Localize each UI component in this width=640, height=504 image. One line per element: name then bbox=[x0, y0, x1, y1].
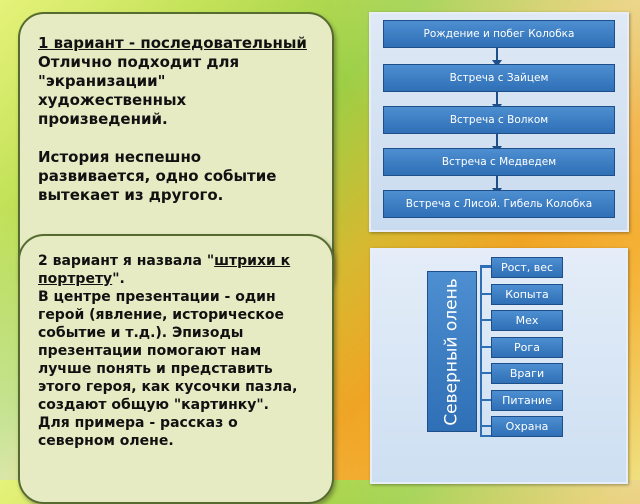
diagram-item-antlers: Рога bbox=[491, 337, 563, 358]
panel1-spacer bbox=[38, 129, 318, 148]
diagram-center-box bbox=[427, 271, 477, 432]
panel2-intro-suffix: ". bbox=[112, 271, 125, 287]
flow-arrow-1 bbox=[496, 47, 498, 61]
diagram-center-label: Северный олень bbox=[441, 277, 462, 426]
flow-arrow-2 bbox=[496, 91, 498, 105]
flow-step-4: Встреча с Медведем bbox=[383, 148, 615, 176]
diagram-item-food: Питание bbox=[491, 390, 563, 411]
flow-arrow-3 bbox=[496, 133, 498, 147]
diagram-item-enemies: Враги bbox=[491, 363, 563, 384]
panel1-heading: 1 вариант - последовательный bbox=[38, 34, 307, 52]
diagram-item-protection: Охрана bbox=[491, 416, 563, 437]
panel2-intro bbox=[38, 252, 318, 288]
diagram-tick bbox=[482, 425, 491, 427]
flow-step-5: Встреча с Лисой. Гибель Колобка bbox=[383, 190, 615, 218]
panel2-intro-prefix: 2 вариант я назвала " bbox=[38, 253, 215, 269]
flow-step-2: Встреча с Зайцем bbox=[383, 64, 615, 92]
diagram-tick bbox=[482, 399, 491, 401]
panel1-description: Отлично подходит для "экранизации" художественных произведений. bbox=[38, 53, 240, 128]
diagram-item-hooves: Копыта bbox=[491, 284, 563, 305]
panel2-body: В центре презентации - один герой (явление, историческое событие и т.д.). Эпизоды презентации помогают нам лучше понять и представить этого героя, как кусочки пазла, создают общую "картинку". bbox=[38, 289, 298, 413]
flow-step-1: Рождение и побег Колобка bbox=[383, 20, 615, 48]
panel2-example: Для примера - рассказ о северном олене. bbox=[38, 415, 238, 449]
diagram-tick bbox=[482, 266, 491, 268]
diagram-item-height-weight: Рост, вес bbox=[491, 257, 563, 278]
portrait-strokes-link[interactable]: штрихи к портрету bbox=[38, 253, 291, 287]
diagram-item-fur: Мех bbox=[491, 310, 563, 331]
flow-step-3: Встреча с Волком bbox=[383, 106, 615, 134]
portrait-variant-panel bbox=[18, 234, 334, 504]
reindeer-diagram bbox=[370, 248, 628, 484]
diagram-tick bbox=[482, 346, 491, 348]
panel1-story-text: История неспешно развивается, одно событие вытекает из другого. bbox=[38, 148, 277, 204]
diagram-tick bbox=[482, 319, 491, 321]
kolobok-flowchart bbox=[369, 12, 629, 232]
diagram-tick bbox=[482, 372, 491, 374]
flow-arrow-4 bbox=[496, 175, 498, 189]
diagram-tick bbox=[482, 293, 491, 295]
